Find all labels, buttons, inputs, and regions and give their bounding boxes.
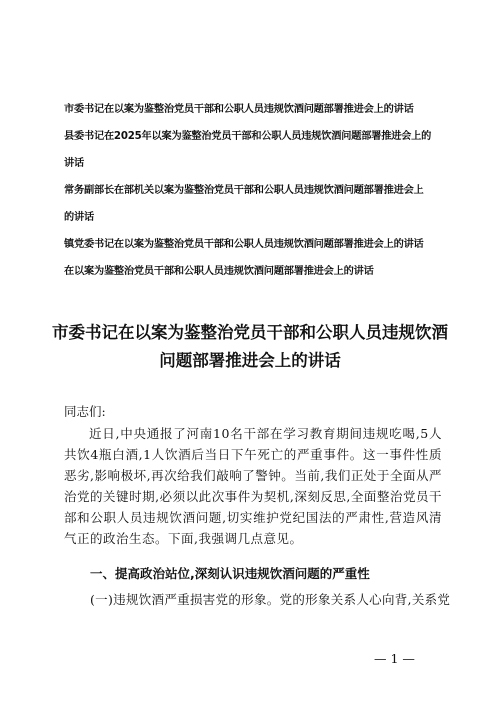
- toc-entry: 常务副部长在部机关以案为鉴整治党员干部和公职人员违规饮酒问题部署推进会上: [64, 185, 424, 196]
- subsection-paragraph: (一)违规饮酒严重损害党的形象。党的形象关系人心向背,关系党: [90, 592, 450, 607]
- toc-entry: 讲话: [64, 158, 84, 169]
- page-number: — 1 —: [374, 651, 415, 666]
- toc-entry: 的讲话: [64, 212, 94, 223]
- document-title: [50, 319, 450, 375]
- body-paragraph: 近日,中央通报了河南10名干部在学习教育期间违规吃喝,5人共饮4瓶白酒,1人饮酒后当日下午死亡的严重事件。这一事件性质恶劣,影响极坏,再次给我们敲响了警钟。当前,我们正处于全面从严治党的关键时期,必须以此次事件为契机,深刻反思,全面整治党员干部和公职人员违规饮酒问题,切实维护党纪国法的严肃性,营造风清气正的政治生态。下面,我强调几点意见。: [64, 426, 442, 546]
- toc-entry: 县委书记在2025年以案为鉴整治党员干部和公职人员违规饮酒问题部署推进会上的: [64, 131, 432, 142]
- toc-entry: 在以案为鉴整治党员干部和公职人员违规饮酒问题部署推进会上的讲话: [64, 266, 374, 277]
- toc-entry: 市委书记在以案为鉴整治党员干部和公职人员违规饮酒问题部署推进会上的讲话: [64, 104, 414, 115]
- salutation: 同志们:: [64, 404, 106, 419]
- title-line-1: 市委书记在以案为鉴整治党员干部和公职人员违规饮酒: [52, 323, 448, 342]
- title-line-2: 问题部署推进会上的讲话: [159, 351, 341, 370]
- table-of-contents: [64, 96, 454, 285]
- section-heading: 一、提高政治站位,深刻认识违规饮酒问题的严重性: [90, 566, 370, 581]
- toc-entry: 镇党委书记在以案为鉴整治党员干部和公职人员违规饮酒问题部署推进会上的讲话: [64, 239, 424, 250]
